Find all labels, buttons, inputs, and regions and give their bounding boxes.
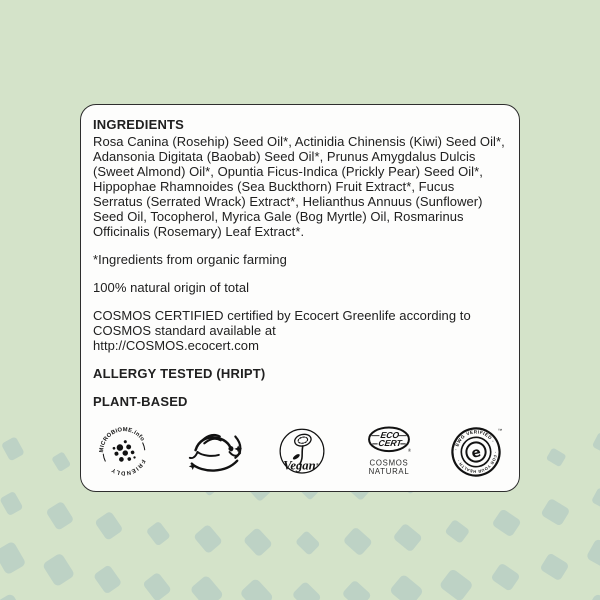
ewg-tm-mark: ™ xyxy=(497,428,503,434)
vegan-icon xyxy=(274,423,330,481)
ingredients-list: Rosa Canina (Rosehip) Seed Oil*, Actinidia Chinensis (Kiwi) Seed Oil*, Adansonia Digitata (Baobab) Seed Oil*, Prunus Amygdalus Dulcis (Sweet Almond) Oil*, Opuntia Ficus-Indica (Prickly Pear) Seed Oil*, Hippophae Rhamnoides (Sea Buckthorn) Fruit Extract*, Fucus Serratus (Serrated Wrack) Extract*, Helianthus Annuus (Sunflower) Seed Oil, Tocopherol, Myrica Gale (Bog Myrtle) Oil, Rosmarinus Officinalis (Rosemary) Leaf Extract*. xyxy=(93,134,505,239)
microbe-dots xyxy=(111,439,136,465)
cosmos-certification-text: COSMOS CERTIFIED certified by Ecocert Greenlife according to COSMOS standard available at xyxy=(93,308,471,338)
vegan-wordmark: Vegan® xyxy=(283,458,319,473)
svg-text:· FOR YOUR HEALTH ·: · FOR YOUR HEALTH · xyxy=(455,451,499,475)
svg-text:MICROBIOME.info: MICROBIOME.info xyxy=(99,427,146,453)
ecocert-cosmos-natural-icon xyxy=(360,423,418,481)
ewg-verified-icon xyxy=(447,423,505,481)
leaping-bunny-icon xyxy=(183,423,245,481)
ewg-e-glyph: e xyxy=(470,444,483,462)
natural-origin-note: 100% natural origin of total xyxy=(93,280,250,295)
svg-text:FRIENDLY: FRIENDLY xyxy=(110,458,146,476)
certification-badges-row xyxy=(93,423,507,481)
ingredients-heading: INGREDIENTS xyxy=(93,117,185,132)
ecocert-eco-text: ECO xyxy=(379,429,400,440)
organic-farming-note: *Ingredients from organic farming xyxy=(93,252,287,267)
allergy-tested-heading: ALLERGY TESTED (HRIPT) xyxy=(93,366,266,381)
ecocert-cosmos-text: COSMOS xyxy=(369,458,408,468)
plant-based-heading: PLANT-BASED xyxy=(93,394,188,409)
ecocert-cert-text: CERT xyxy=(377,438,402,449)
ingredients-card xyxy=(80,104,520,492)
svg-text:· EWG VERIFIED ·: · EWG VERIFIED · xyxy=(453,429,496,451)
cosmos-url: http://COSMOS.ecocert.com xyxy=(93,338,259,353)
ecocert-natural-text: NATURAL xyxy=(368,467,409,477)
ecocert-reg-mark: ® xyxy=(407,448,411,453)
microbiome-friendly-icon xyxy=(95,423,153,481)
cosmos-certification-note xyxy=(93,308,507,353)
